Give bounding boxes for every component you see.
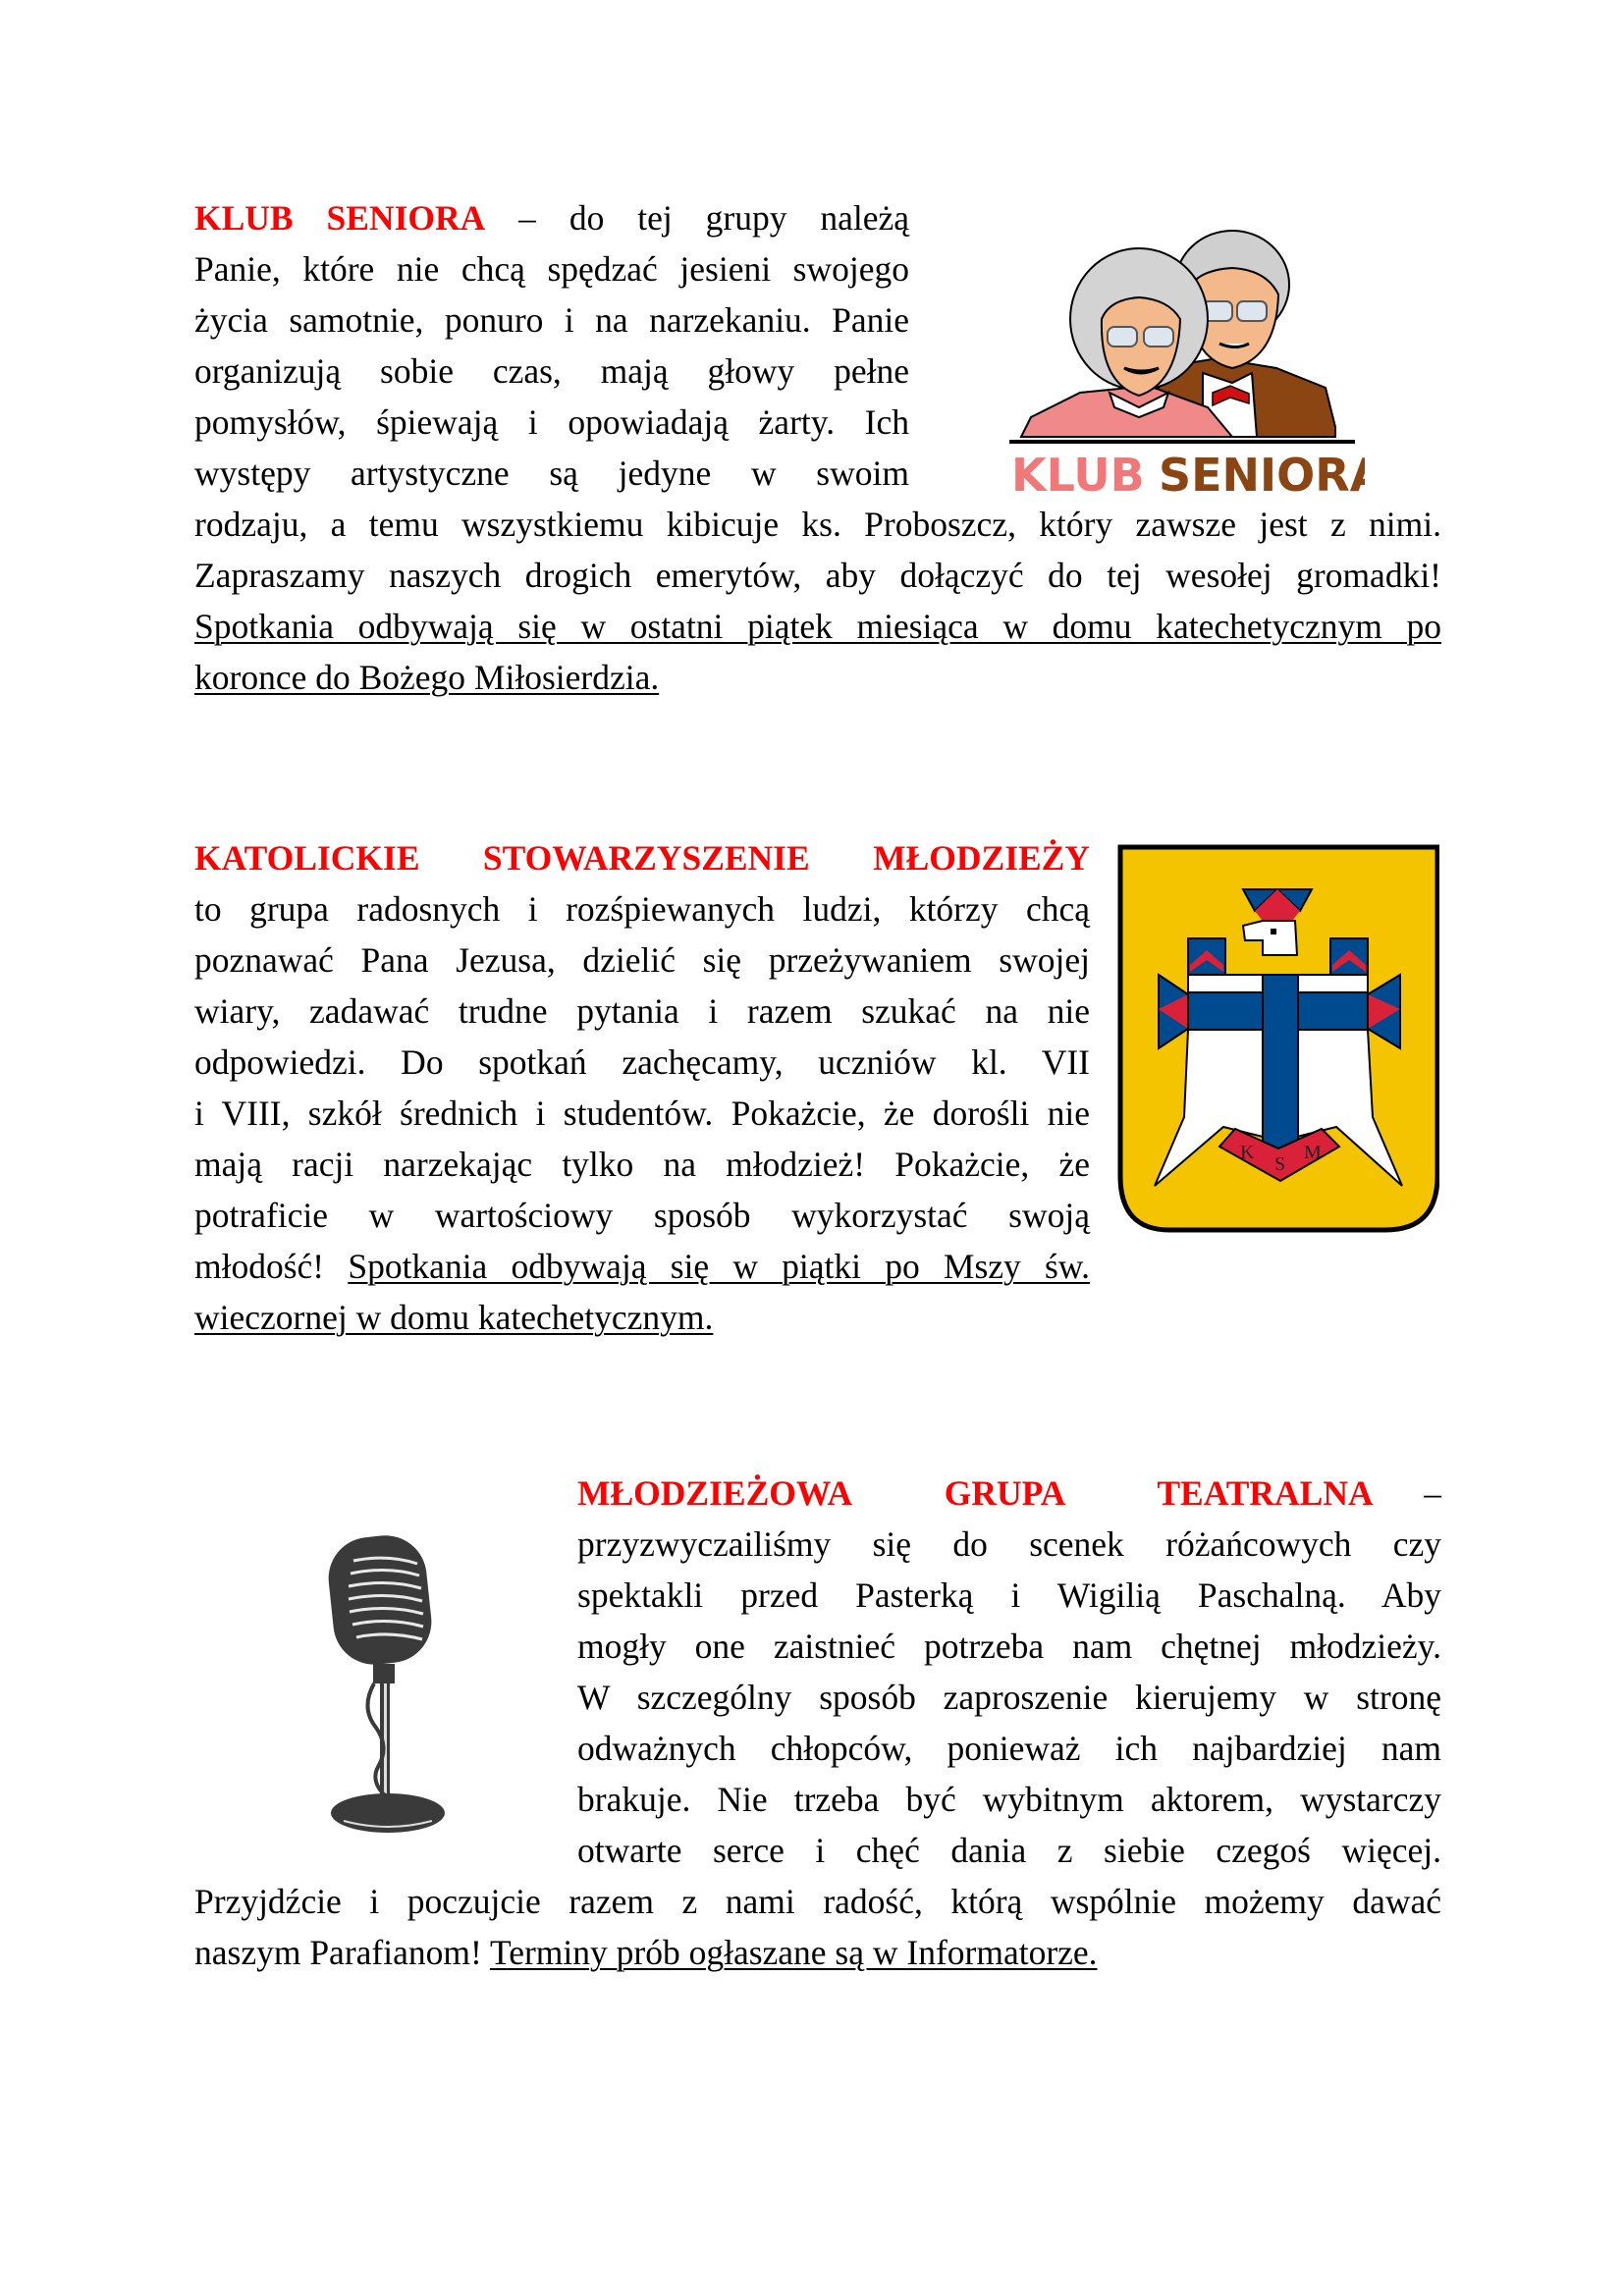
text-line: wiary, zadawać trudne pytania i razem szukać na nie — [194, 991, 1090, 1031]
text-line: przyzwyczailiśmy się do scenek różańcowych czy — [577, 1524, 1441, 1564]
microphone-icon — [309, 1526, 466, 1841]
meeting-info: Spotkania odbywają się w piątki po Mszy św. — [348, 1247, 1091, 1286]
section-ksm — [194, 832, 1090, 1343]
text-line: życia samotnie, ponuro i na narzekaniu. Panie — [194, 300, 909, 340]
microphone-illustration — [309, 1526, 466, 1841]
meeting-info: koronce do Bożego Miłosierdzia. — [194, 658, 660, 697]
seniors-illustration — [992, 211, 1365, 496]
text-line: to grupa radosnych i rozśpiewanych ludzi, którzy chcą — [194, 889, 1090, 929]
text-line: brakuje. Nie trzeba być wybitnym aktorem, wystarczy — [577, 1780, 1441, 1819]
text-line: rodzaju, a temu wszystkiemu kibicuje ks. Proboszcz, który zawsze jest z nimi. — [194, 505, 1441, 544]
text-line: występy artystyczne są jedyne w swoim — [194, 454, 909, 493]
text-line: mogły one zaistnieć potrzeba nam chętnej młodzieży. — [577, 1627, 1441, 1666]
text-line: organizują sobie czas, mają głowy pełne — [194, 351, 909, 391]
text-line: odważnych chłopców, ponieważ ich najbardziej nam — [577, 1729, 1441, 1768]
meeting-info: Spotkania odbywają się w ostatni piątek miesiąca w domu katechetycznym po — [194, 607, 1441, 646]
emblem-letter-s: S — [1274, 1153, 1286, 1175]
text-line: Przyjdźcie i poczujcie razem z nami radość, którą wspólnie możemy dawać — [194, 1882, 1441, 1921]
text-line: MŁODZIEŻOWA GRUPA TEATRALNA – — [577, 1473, 1441, 1513]
meeting-info: wieczornej w domu katechetycznym. — [194, 1298, 714, 1337]
text-line: i VIII, szkół średnich i studentów. Pokażcie, że dorośli nie — [194, 1094, 1090, 1133]
logo-text-seniora: SENIORA — [1159, 449, 1365, 496]
text-line: Panie, które nie chcą spędzać jesieni swojego — [194, 249, 909, 289]
text-line: W szczególny sposób zaproszenie kierujemy w stronę — [577, 1678, 1441, 1717]
logo-text-klub: KLUB — [1011, 449, 1145, 496]
text-line: poznawać Pana Jezusa, dzielić się przeżywaniem swojej — [194, 940, 1090, 980]
text-line: Zapraszamy naszych drogich emerytów, aby dołączyć do tej wesołej gromadki! — [194, 556, 1441, 595]
meeting-info: Terminy prób ogłaszane są w Informatorze. — [490, 1933, 1098, 1972]
ksm-emblem — [1115, 842, 1439, 1235]
text-line: potraficie w wartościowy sposób wykorzystać swoją — [194, 1196, 1090, 1235]
text-line: spektakli przed Pasterką i Wigilią Paschalną. Aby — [577, 1575, 1441, 1615]
text-line: mają racji narzekając tylko na młodzież! Pokażcie, że — [194, 1145, 1090, 1184]
section-title: KLUB SENIORA — [194, 198, 486, 238]
section-title: MŁODZIEŻOWA GRUPA TEATRALNA — [577, 1473, 1374, 1513]
text-line: naszym Parafianom! Terminy prób ogłaszane są w Informatorze. — [194, 1933, 1098, 1972]
section-grupa-teatralna — [577, 1468, 1441, 1876]
text-line: KLUB SENIORA – do tej grupy należą — [194, 198, 909, 238]
text-line: odpowiedzi. Do spotkań zachęcamy, uczniów kl. VII — [194, 1042, 1090, 1082]
emblem-letter-k: K — [1240, 1142, 1255, 1163]
text-line: pomysłów, śpiewają i opowiadają żarty. Ich — [194, 402, 909, 442]
emblem-letter-m: M — [1304, 1142, 1322, 1163]
section-klub-seniora-cont — [194, 499, 1441, 703]
text-line: otwarte serce i chęć dania z siebie czegoś więcej. — [577, 1831, 1441, 1870]
section-title: KATOLICKIE STOWARZYSZENIE MŁODZIEŻY — [194, 838, 1090, 878]
section-klub-seniora — [194, 192, 909, 499]
ksm-shield — [1115, 842, 1439, 1235]
klub-seniora-logo — [992, 211, 1365, 496]
text-line: młodość! Spotkania odbywają się w piątki po Mszy św. — [194, 1247, 1091, 1286]
section-grupa-teatralna-cont — [194, 1876, 1441, 1978]
